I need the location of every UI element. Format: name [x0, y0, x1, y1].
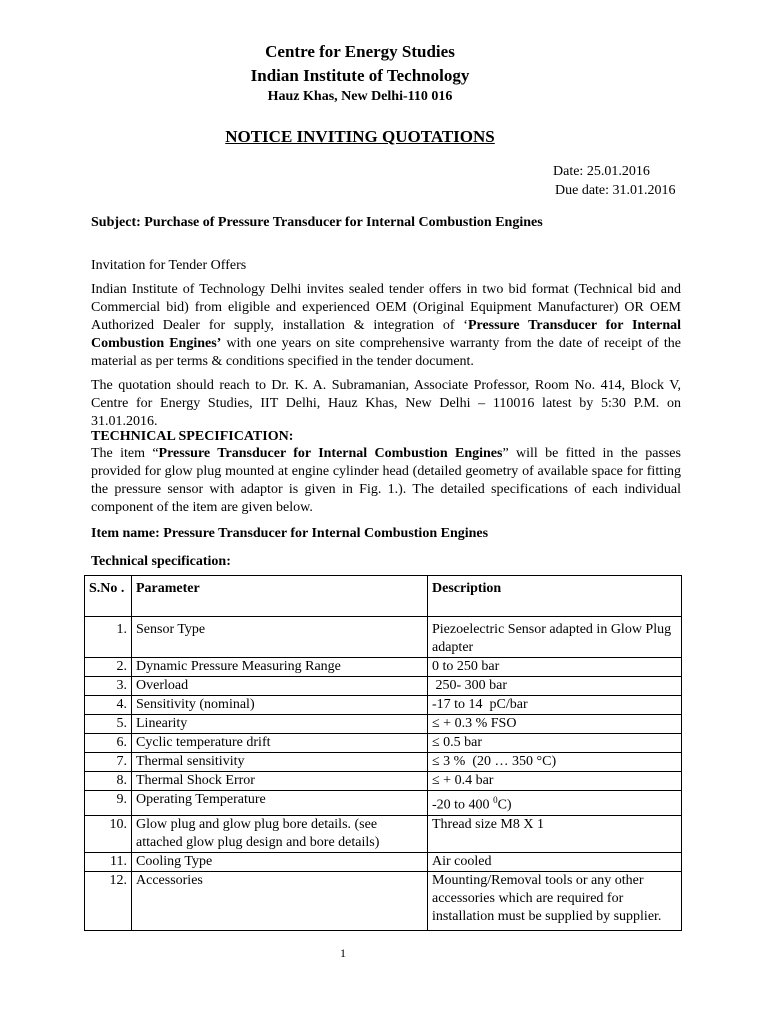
row-parameter: Thermal Shock Error — [132, 772, 428, 791]
row-parameter: Operating Temperature — [132, 791, 428, 816]
row-description: ≤ + 0.3 % FSO — [428, 715, 682, 734]
table-row — [85, 658, 682, 677]
para3-item-name: Pressure Transducer for Internal Combustion Engines — [158, 446, 503, 461]
institution-name: Indian Institute of Technology — [250, 66, 470, 85]
invitation-heading: Invitation for Tender Offers — [91, 258, 247, 273]
para3-text: The item “ — [91, 446, 159, 461]
row-sno: 6. — [85, 734, 132, 753]
row-description: 250- 300 bar — [428, 677, 682, 696]
header-description: Description — [428, 576, 682, 617]
row-sno: 8. — [85, 772, 132, 791]
row-parameter: Sensitivity (nominal) — [132, 696, 428, 715]
row-sno: 10. — [85, 815, 132, 852]
row-parameter: Overload — [132, 677, 428, 696]
row-sno: 9. — [85, 791, 132, 816]
table-row — [85, 772, 682, 791]
row-sno: 4. — [85, 696, 132, 715]
row-parameter: Thermal sensitivity — [132, 753, 428, 772]
notice-title: NOTICE INVITING QUOTATIONS — [225, 127, 495, 146]
issue-date: Date: 25.01.2016 — [553, 164, 650, 179]
para1-text-end: with one years on site comprehensive warranty from the date of receipt of the material as per terms & conditions specified in the tender document. — [91, 336, 681, 369]
item-name: Item name: Pressure Transducer for Internal Combustion Engines — [91, 526, 489, 541]
subject-line: Subject: Purchase of Pressure Transducer for Internal Combustion Engines — [91, 215, 543, 230]
row-description — [428, 791, 682, 816]
table-row — [85, 677, 682, 696]
institution-address: Hauz Khas, New Delhi-110 016 — [267, 89, 453, 104]
due-date: Due date: 31.01.2016 — [555, 183, 676, 198]
institution-department: Centre for Energy Studies — [265, 42, 455, 61]
row-sno: 11. — [85, 852, 132, 871]
table-row — [85, 852, 682, 871]
row-description: Thread size M8 X 1 — [428, 815, 682, 852]
row-description: ≤ + 0.4 bar — [428, 772, 682, 791]
temp-range: -20 to 400 — [432, 797, 494, 813]
submission-paragraph: The quotation should reach to Dr. K. A. Subramanian, Associate Professor, Room No. 414, Block V, Centre for Energy Studies, IIT Delhi, Hauz Khas, New Delhi – 110016 latest by 5:30 P.M. on 31.01.2016. — [91, 378, 681, 429]
row-description: -17 to 14 pC/bar — [428, 696, 682, 715]
row-description: ≤ 0.5 bar — [428, 734, 682, 753]
header-parameter: Parameter — [132, 576, 428, 617]
para3-text-end: ” will be fitted in the passes provided for glow plug mounted at engine cylinder head (detailed geometry of available space for fitting the pressure sensor with adaptor is given in Fig. 1.). The detailed specifications of each individual component of the item are given below. — [91, 446, 681, 515]
specification-table — [84, 575, 682, 931]
page-number: 1 — [340, 946, 346, 960]
row-sno: 12. — [85, 871, 132, 930]
row-parameter: Cooling Type — [132, 852, 428, 871]
dates-block — [480, 162, 680, 200]
para1-text: Indian Institute of Technology Delhi invites sealed tender offers in two bid format (Technical bid and Commercial bid) from eligible and experienced OEM (Original Equipment Manufacturer) OR OEM Authorized Dealer for supply, installation & integration of ‘ — [91, 282, 681, 333]
table-row — [85, 753, 682, 772]
technical-spec-heading: TECHNICAL SPECIFICATION: — [91, 429, 294, 444]
row-parameter: Accessories — [132, 871, 428, 930]
row-parameter: Cyclic temperature drift — [132, 734, 428, 753]
degree-superscript: 0 — [493, 795, 498, 805]
table-row — [85, 791, 682, 816]
row-description: 0 to 250 bar — [428, 658, 682, 677]
row-sno: 1. — [85, 617, 132, 658]
row-sno: 2. — [85, 658, 132, 677]
table-row — [85, 715, 682, 734]
row-parameter: Linearity — [132, 715, 428, 734]
table-row — [85, 734, 682, 753]
row-sno: 3. — [85, 677, 132, 696]
row-description: ≤ 3 % (20 … 350 °C) — [428, 753, 682, 772]
table-row — [85, 815, 682, 852]
row-description: Mounting/Removal tools or any other accessories which are required for installation must be supplied by supplier. — [428, 871, 682, 930]
tech-spec-label: Technical specification: — [91, 554, 231, 569]
table-row — [85, 871, 682, 930]
table-row — [85, 696, 682, 715]
header-sno: S.No . — [85, 576, 132, 617]
row-parameter: Sensor Type — [132, 617, 428, 658]
row-sno: 7. — [85, 753, 132, 772]
row-sno: 5. — [85, 715, 132, 734]
table-header-row — [85, 576, 682, 617]
row-parameter: Dynamic Pressure Measuring Range — [132, 658, 428, 677]
invitation-paragraph — [91, 281, 681, 371]
row-description: Piezoelectric Sensor adapted in Glow Plug adapter — [428, 617, 682, 658]
row-parameter: Glow plug and glow plug bore details. (see attached glow plug design and bore details) — [132, 815, 428, 852]
technical-paragraph — [91, 445, 681, 517]
row-description: Air cooled — [428, 852, 682, 871]
para1-item-name: Pressure Transducer for Internal Combustion Engines’ — [91, 318, 681, 351]
temp-unit: C) — [497, 797, 512, 813]
table-row — [85, 617, 682, 658]
